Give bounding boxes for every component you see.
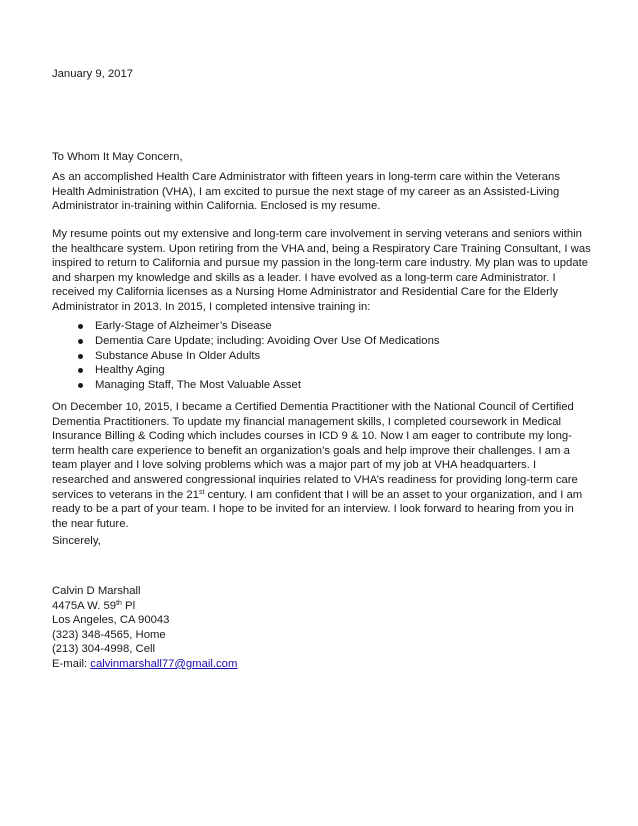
list-item <box>52 378 592 393</box>
letter-date: January 9, 2017 <box>52 68 134 80</box>
signer-name: Calvin D Marshall <box>52 585 141 597</box>
email-link[interactable]: calvinmarshall77@gmail.com <box>90 657 238 670</box>
signature-block <box>52 584 592 672</box>
bullet-icon <box>78 368 83 373</box>
list-item-text: Managing Staff, The Most Valuable Asset <box>95 379 301 392</box>
list-item-text: Dementia Care Update; including: Avoiding Over Use Of Medications <box>95 334 440 347</box>
ordinal-suffix: th <box>116 599 122 607</box>
list-item <box>52 349 592 364</box>
email-line <box>52 657 592 672</box>
bullet-icon <box>78 383 83 388</box>
list-item-text: Early-Stage of Alzheimer’s Disease <box>95 320 272 332</box>
letter-paragraph-certification <box>52 400 592 531</box>
list-item <box>52 334 592 349</box>
cell-phone: (213) 304-4998, Cell <box>52 643 155 656</box>
letter-closing: Sincerely, <box>52 535 101 547</box>
list-item-text: Healthy Aging <box>95 364 165 377</box>
ordinal-suffix: st <box>198 488 205 496</box>
letter-salutation: To Whom It May Concern, <box>52 151 183 163</box>
letter-paragraph-experience: My resume points out my extensive and long-term care involvement in serving veterans and seniors within the healthcare system. Upon retiring from the VHA and, being a Respiratory Care Training Consultant, I was inspired to return to California and pursue my passion in the long-term care industry. My plan was to update and sharpen my knowledge and skills as a leader. I have evolved as a long-term care Administrator. I received my California licenses as a Nursing Home Administrator and Residential Care for the Elderly Administrator in 2013. In 2015, I completed intensive training in: <box>52 228 591 313</box>
home-phone: (323) 348-4565, Home <box>52 628 166 641</box>
list-item <box>52 319 592 334</box>
letter-paragraph-intro: As an accomplished Health Care Administrator with fifteen years in long-term care within the Veterans Health Administration (VHA), I am excited to pursue the next stage of my career as an Assisted-Living Administrator in-training within California. Enclosed is my resume. <box>52 171 560 213</box>
email-label: E-mail: <box>52 657 91 670</box>
list-item <box>52 363 592 378</box>
bullet-icon <box>78 339 83 344</box>
paragraph-text: century. I am confident that I will be an asset to your organization, and I am ready to be a part of your team. I hope to be invited for an interview. I look forward to hearing from you in the near future. <box>52 488 583 530</box>
list-item-text: Substance Abuse In Older Adults <box>95 349 261 362</box>
training-list <box>52 319 592 393</box>
address-text: 4475A W. 59 <box>52 599 117 612</box>
street-address <box>52 599 592 614</box>
paragraph-text: On December 10, 2015, I became a Certified Dementia Practitioner with the National Council of Certified Dementia Practitioners. To update my financial management skills, I completed coursework in Medical Insurance Billing & Coding which includes courses in ICD 9 & 10. Now I am eager to contribute my long-term health care experience to benefit an organization’s goals and help improve their challenges. I am a team player and I love solving problems which was a major part of my job at VHA headquarters. I researched and answered congressional inquiries related to VHA’s readiness for providing long-term care services to veterans in the 21 <box>52 401 578 501</box>
address-text: Pl <box>121 599 136 612</box>
bullet-icon <box>78 324 83 329</box>
bullet-icon <box>78 354 83 359</box>
city-state-zip: Los Angeles, CA 90043 <box>52 614 170 627</box>
